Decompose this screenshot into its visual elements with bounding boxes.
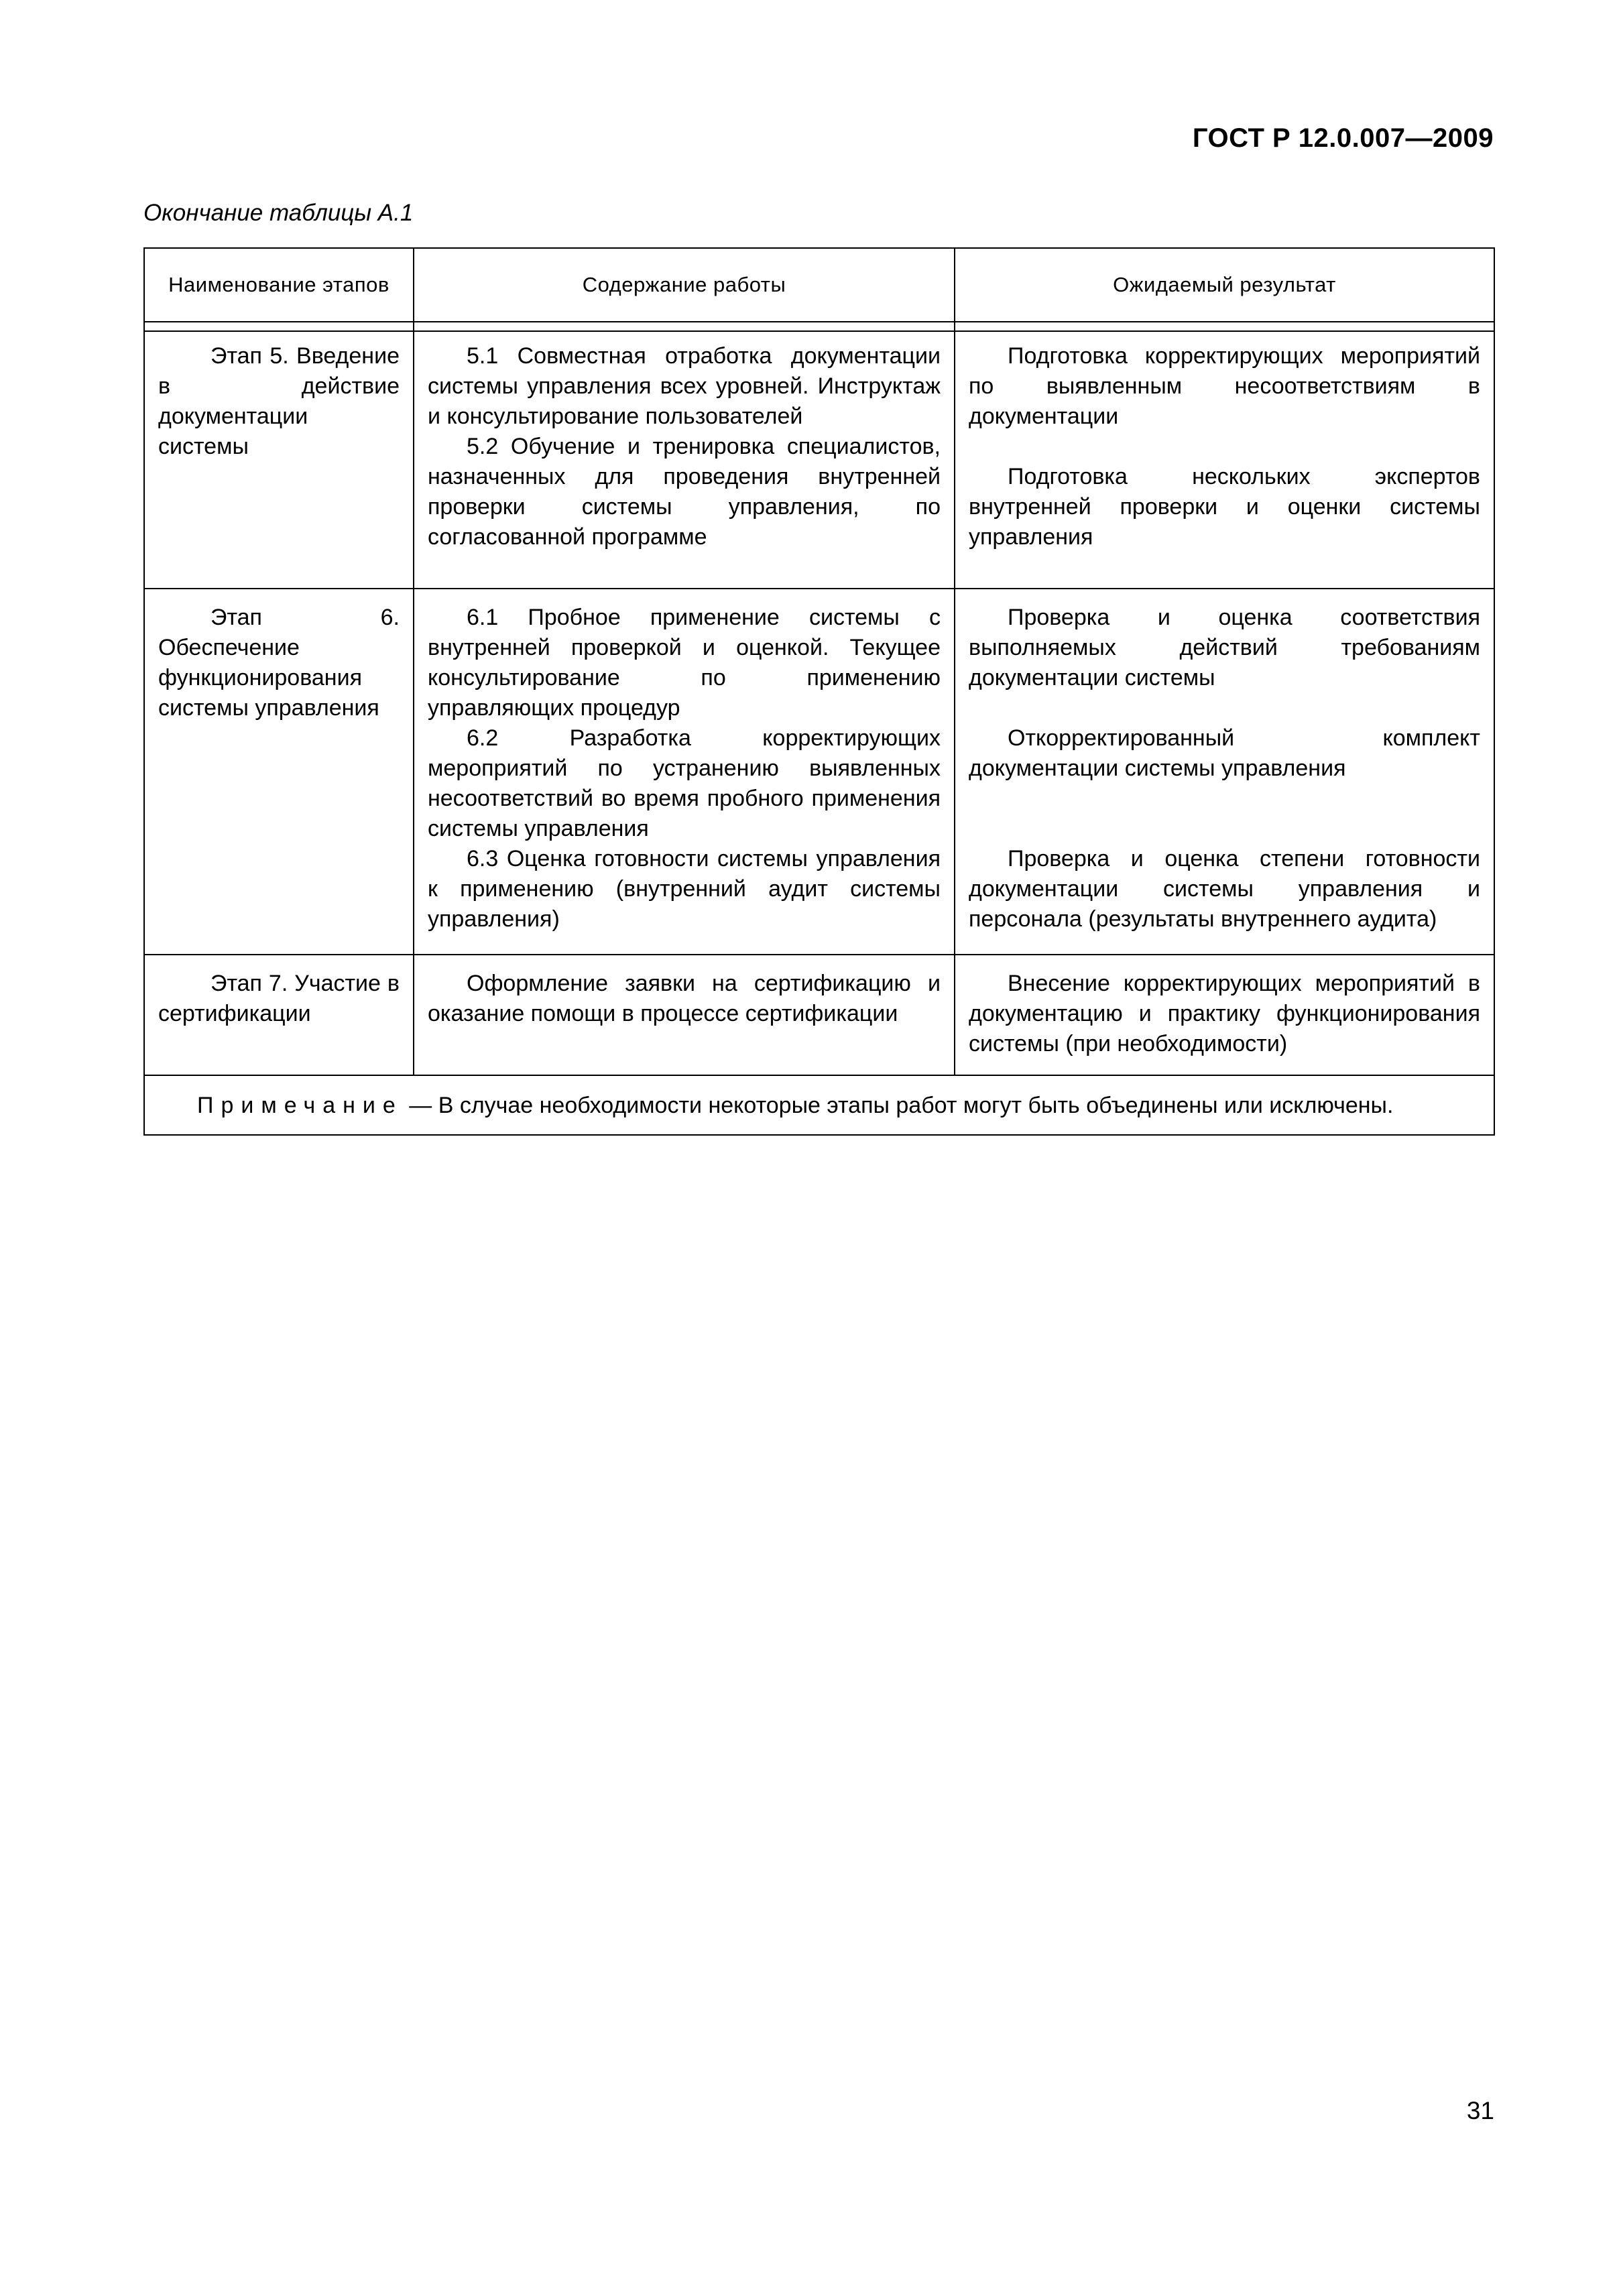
table-row	[144, 955, 1494, 1075]
note-text: — В случае необходимости некоторые этапы работ могут быть объединены или исключены.	[402, 1093, 1394, 1118]
work-item: 5.1 Совместная отработка документации системы управления всех уровней. Инструктаж и консультирование пользователей	[428, 343, 941, 429]
result-item: Откорректированный комплект документации системы управления	[969, 725, 1480, 781]
result-cell	[955, 589, 1494, 955]
result-item: Подготовка корректирующих мероприятий по выявленным несоответствиям в документации	[969, 343, 1480, 429]
table-note	[144, 1075, 1494, 1135]
table-row	[144, 331, 1494, 589]
stage-name: Этап 6. Обеспечение функционирования системы управления	[158, 605, 400, 721]
stage-cell	[144, 331, 414, 589]
stages-table	[143, 247, 1495, 1136]
stage-name: Этап 5. Введение в действие документации системы	[158, 343, 400, 459]
page-number: 31	[1466, 2097, 1494, 2124]
result-item: Внесение корректирующих мероприятий в документацию и практику функционирования системы (при необходимости)	[969, 971, 1480, 1056]
result-item: Проверка и оценка соответствия выполняемых действий требованиям документации системы	[969, 605, 1480, 690]
column-header-work: Содержание работы	[414, 248, 955, 322]
result-item: Подготовка нескольких экспертов внутренней проверки и оценки системы управления	[969, 464, 1480, 550]
document-code: ГОСТ Р 12.0.007—2009	[1192, 123, 1494, 153]
stage-cell	[144, 589, 414, 955]
header-double-rule	[144, 322, 1494, 331]
work-cell	[414, 955, 955, 1075]
table-note-row	[144, 1075, 1494, 1135]
column-header-stage: Наименование этапов	[144, 248, 414, 322]
work-item: 5.2 Обучение и тренировка специалистов, назначенных для проведения внутренней проверки системы управления, по согласованной программе	[428, 434, 941, 550]
stage-cell	[144, 955, 414, 1075]
table-caption: Окончание таблицы А.1	[143, 200, 414, 226]
result-cell	[955, 955, 1494, 1075]
work-item: 6.1 Пробное применение системы с внутренней проверкой и оценкой. Текущее консультирование по применению управляющих процедур	[428, 605, 941, 721]
column-header-result: Ожидаемый результат	[955, 248, 1494, 322]
note-label: Примечание	[197, 1093, 403, 1118]
work-item: 6.2 Разработка корректирующих мероприятий по устранению выявленных несоответствий во время пробного применения системы управления	[428, 725, 941, 841]
result-cell	[955, 331, 1494, 589]
stage-name: Этап 7. Участие в сертификации	[158, 971, 400, 1026]
table-row	[144, 589, 1494, 955]
work-item: Оформление заявки на сертификацию и оказание помощи в процессе сертификации	[428, 971, 941, 1026]
work-item: 6.3 Оценка готовности системы управления к применению (внутренний аудит системы управления)	[428, 846, 941, 932]
table-header-row	[144, 248, 1494, 322]
work-cell	[414, 589, 955, 955]
work-cell	[414, 331, 955, 589]
result-item: Проверка и оценка степени готовности документации системы управления и персонала (результаты внутреннего аудита)	[969, 846, 1480, 932]
